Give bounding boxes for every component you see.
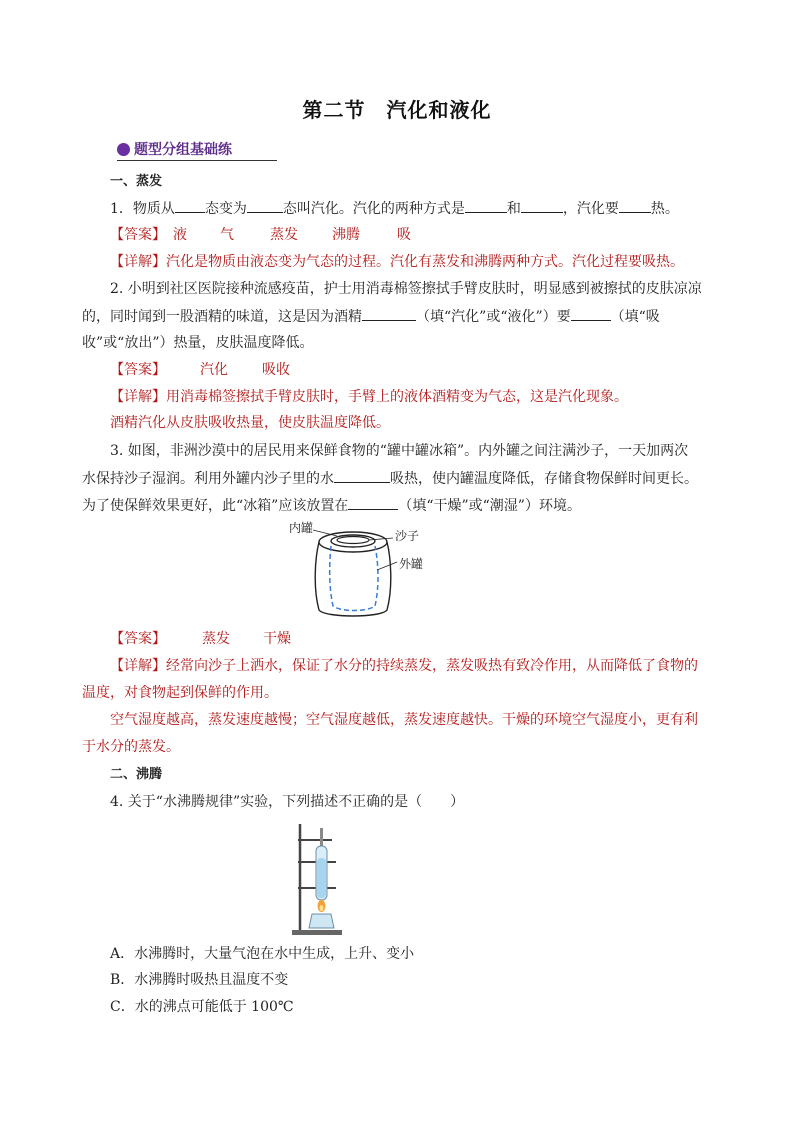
label-sand: 沙子 [395,529,420,543]
blank-9[interactable] [348,495,398,510]
blank-7[interactable] [571,306,611,321]
label-inner-pot: 内罐 [289,521,314,535]
question-2-line-3: 收”或“放出”）热量，皮肤温度降低。 [82,335,314,351]
question-1: 1．物质从 态变为 态叫汽化。汽化的两种方式是 和 ，汽化要 热。 [110,198,679,219]
heading-boiling: 二、沸腾 [110,767,163,782]
question-3-line-3: 为了使保鲜效果更好，此“冰箱”应该放置在 （填“干燥”或“潮湿”）环境。 [82,495,581,516]
section-tag-label: 题型分组基础练 [134,142,232,158]
detail-1: 【详解】汽化是物质由液态变为气态的过程。汽化有蒸发和沸腾两种方式。汽化过程要吸热。 [110,254,684,270]
option-b[interactable]: B．水沸腾时吸热且温度不变 [110,972,289,988]
blank-2[interactable] [247,198,283,213]
question-3-line-2: 水保持沙子湿润。利用外罐内沙子里的水 吸热，使内罐温度降低，存储食物保鲜时间更长。 [82,468,698,489]
detail-3-line-3: 空气湿度越高，蒸发速度越慢；空气湿度越低，蒸发速度越快。干燥的环境空气湿度小，更有利 [110,712,698,728]
detail-2-line-1: 【详解】用消毒棉签擦拭手臂皮肤时，手臂上的液体酒精变为气态，这是汽化现象。 [110,389,628,405]
blank-5[interactable] [619,198,651,213]
option-a[interactable]: A．水沸腾时，大量气泡在水中生成，上升、变小 [110,946,415,962]
label-outer-pot: 外罐 [399,557,424,571]
section-underline [117,160,277,161]
question-2-line-2: 的，同时闻到一股酒精的味道，这是因为酒精 （填“汽化”或“液化”）要 （填“吸 [82,306,660,327]
blank-1[interactable] [175,198,205,213]
section-tag [117,139,232,159]
page-title: 第二节 汽化和液化 [302,98,492,122]
blank-8[interactable] [334,468,390,483]
answer-3: 【答案】 蒸发 干燥 [110,631,291,647]
answer-1: 【答案】 液 气 蒸发 沸腾 吸 [110,227,411,243]
heading-evaporation: 一、蒸发 [110,174,163,189]
blank-3[interactable] [465,198,507,213]
answer-2: 【答案】 汽化 吸收 [110,362,290,378]
detail-3-line-1: 【详解】经常向沙子上洒水，保证了水分的持续蒸发，蒸发吸热有致冷作用，从而降低了食物的 [110,658,698,674]
detail-3-line-4: 于水分的蒸发。 [82,739,180,755]
question-4-stem: 4. 关于“水沸腾规律”实验，下列描述不正确的是（ ） [110,794,465,810]
boiling-apparatus-figure [290,818,350,938]
bullet-dot-icon [117,143,130,156]
option-c[interactable]: C．水的沸点可能低于 100℃ [110,999,294,1015]
pot-in-pot-cooler-figure [285,518,445,622]
detail-3-line-2: 温度，对食物起到保鲜的作用。 [82,685,278,701]
question-2-line-1: 2. 小明到社区医院接种流感疫苗，护士用消毒棉签擦拭手臂皮肤时，明显感到被擦拭的皮肤凉凉 [110,281,702,297]
blank-4[interactable] [521,198,563,213]
question-3-line-1: 3. 如图，非洲沙漠中的居民用来保鲜食物的“罐中罐冰箱”。内外罐之间注满沙子，一天加两次 [110,443,689,459]
blank-6[interactable] [362,306,416,321]
detail-2-line-2: 酒精汽化从皮肤吸收热量，使皮肤温度降低。 [110,415,390,431]
